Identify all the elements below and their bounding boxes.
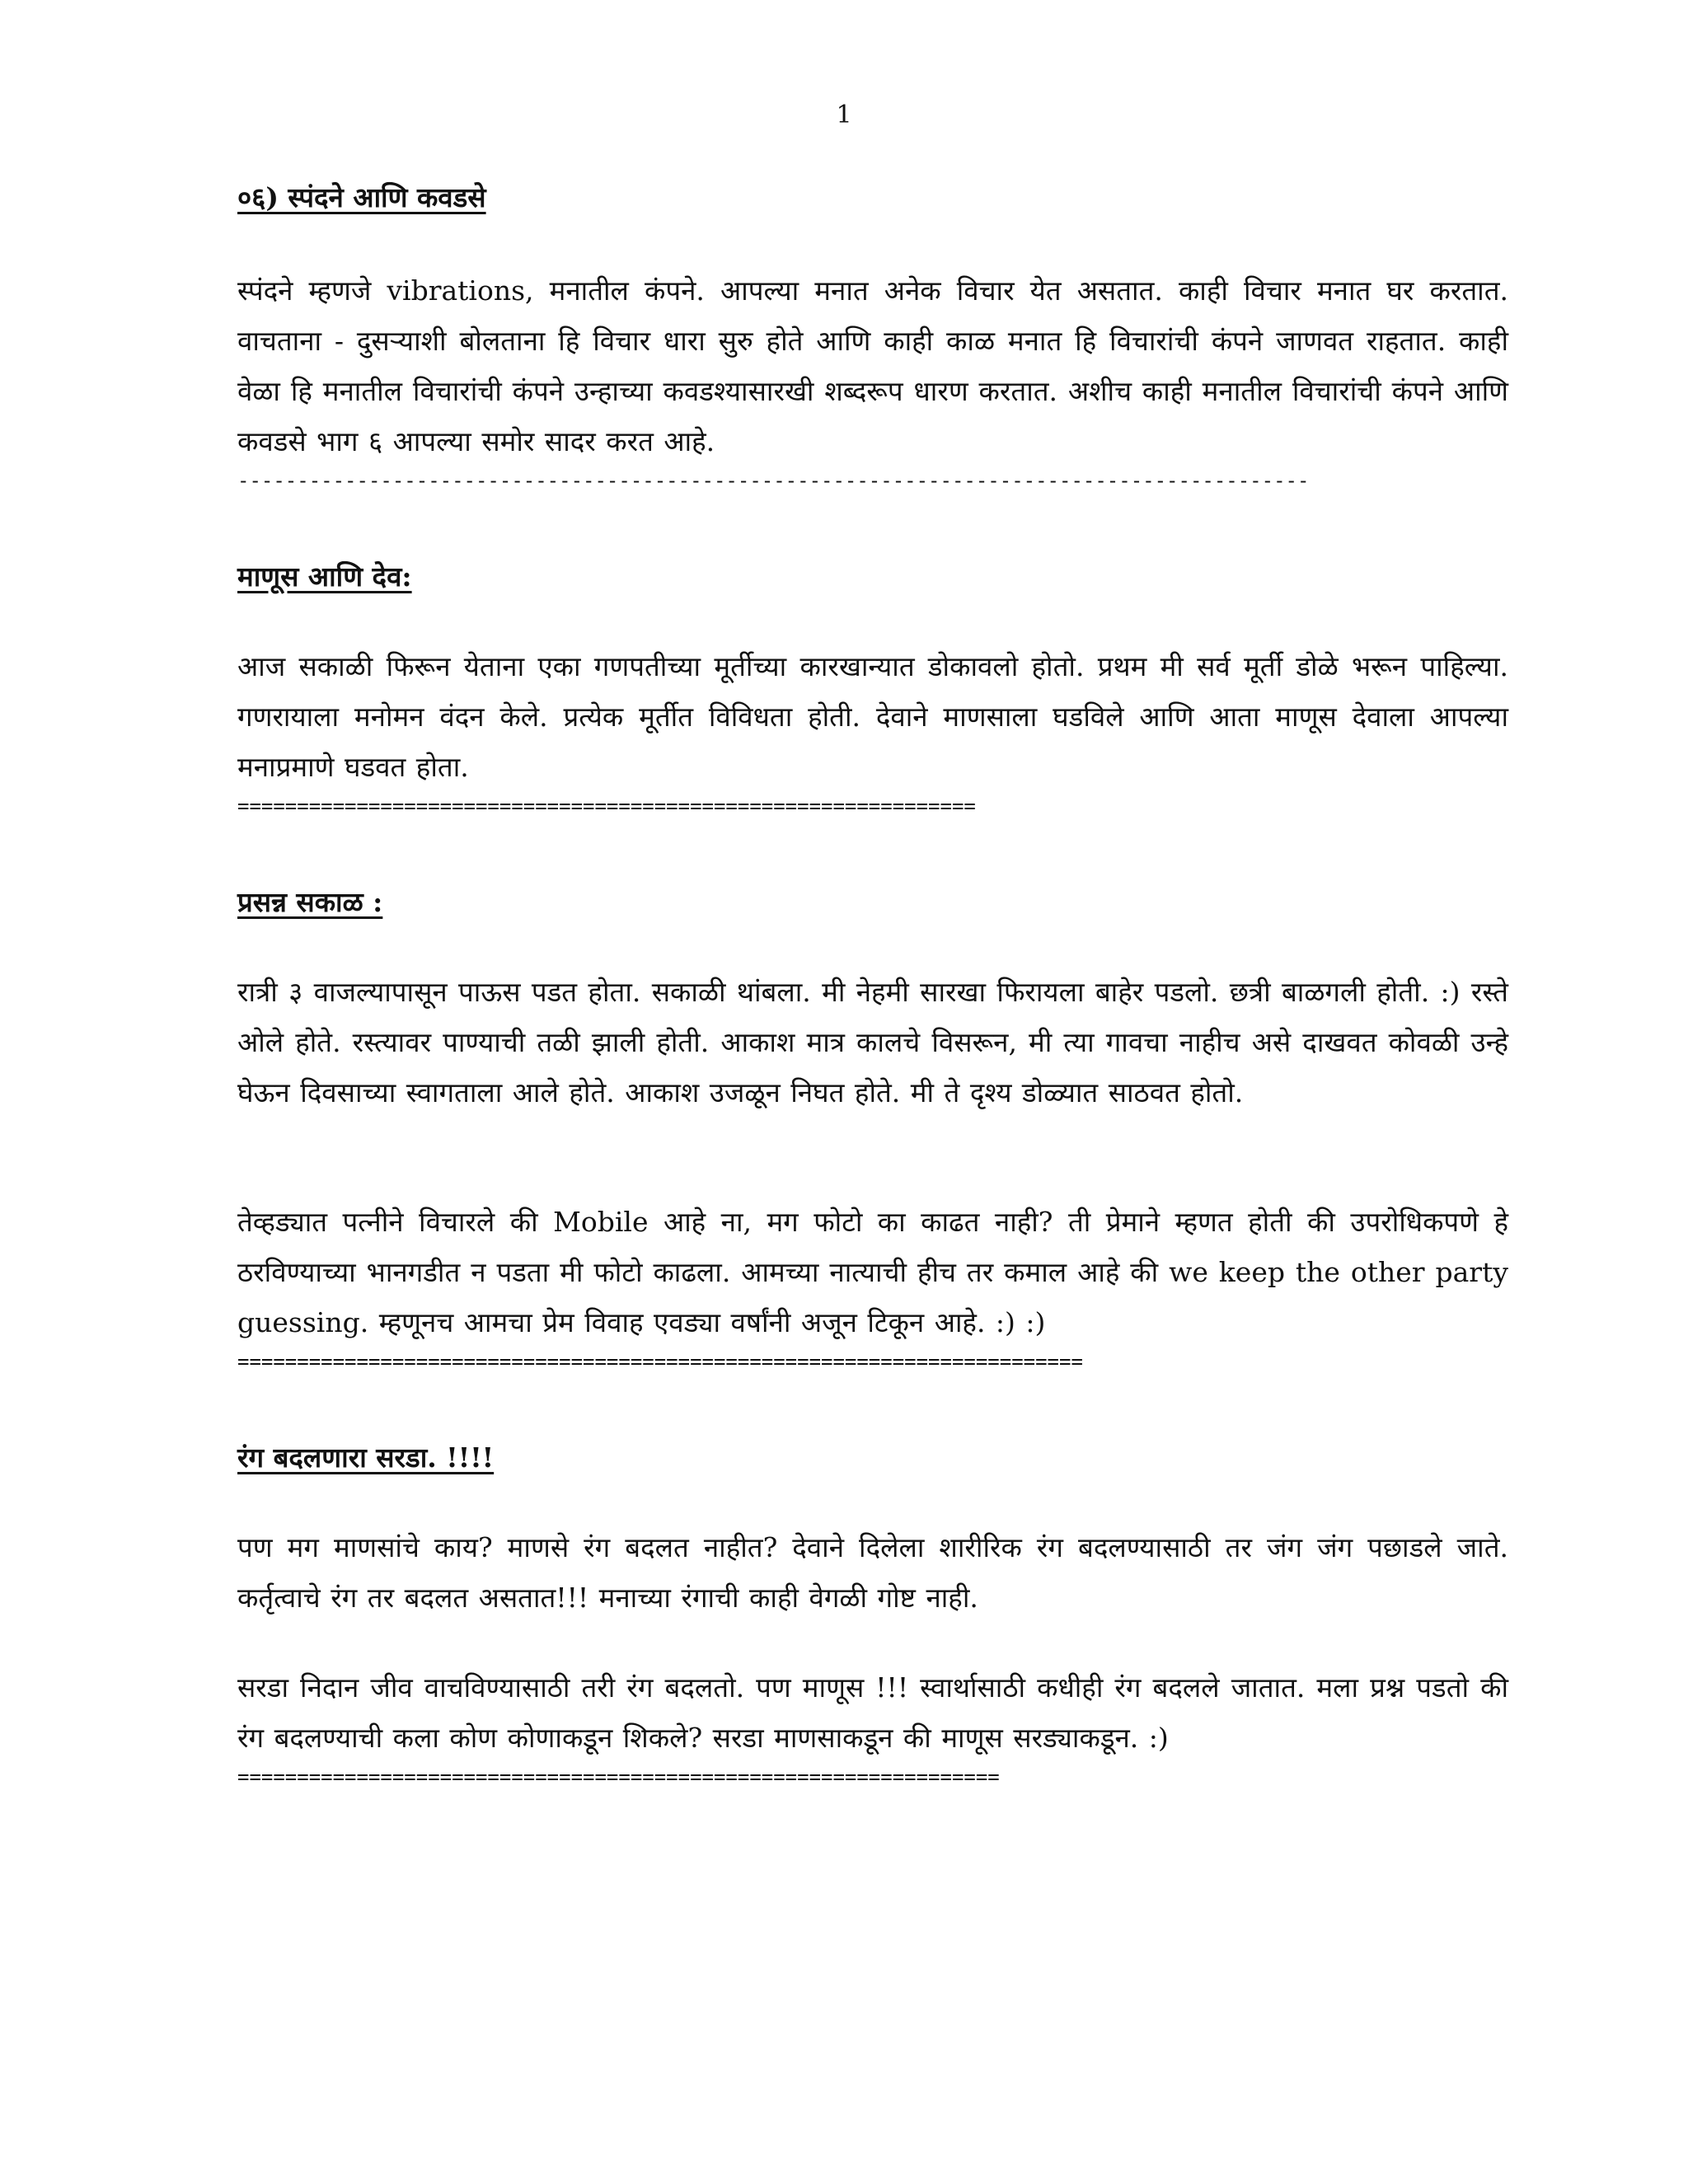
separator-equals: ================================================================ — [237, 1765, 1000, 1788]
separator-dashes: ------------------------------------------------------------------------------------------ — [237, 469, 1310, 492]
section-heading-manus-ani-dev: माणूस आणि देव: — [237, 560, 412, 593]
intro-paragraph: स्पंदने म्हणजे vibrations, मनातील कंपने. आपल्या मनात अनेक विचार येत असतात. काही विचार मनात घर करतात. वाचताना - दुसऱ्याशी बोलताना हि विचार धारा सुरु होते आणि काही काळ मनात हि विचारांची कंपने जाणवत राहतात. काही वेळा हि मनातील विचारांची कंपने उन्हाच्या कवडश्यासारखी शब्दरूप धारण करतात. अशीच काही मनातील विचारांची कंपने आणि कवडसे भाग ६ आपल्या समोर सादर करत आहे. — [237, 274, 1508, 457]
section-paragraph: सरडा निदान जीव वाचविण्यासाठी तरी रंग बदलतो. पण माणूस !!! स्वार्थासाठी कधीही रंग बदलले जातात. मला प्रश्न पडतो की रंग बदलण्याची कला कोण कोणाकडून शिकले? सरडा माणसाकडून की माणूस सरड्याकडून. :) — [237, 1671, 1508, 1754]
separator-equals: ============================================================== — [237, 794, 976, 818]
section-heading-rang-badalnara-sarda: रंग बदलणारा सरडा. !!!! — [237, 1441, 495, 1474]
section-paragraph: पण मग माणसांचे काय? माणसे रंग बदलत नाहीत? देवाने दिलेला शारीरिक रंग बदलण्यासाठी तर जंग जंग पछाडले जाते. कर्तृत्वाचे रंग तर बदलत असतात!!! मनाच्या रंगाची काही वेगळी गोष्ट नाही. — [237, 1531, 1508, 1614]
section-paragraph: आज सकाळी फिरून येताना एका गणपतीच्या मूर्तीच्या कारखान्यात डोकावलो होतो. प्रथम मी सर्व मूर्ती डोळे भरून पाहिल्या. गणरायाला मनोमन वंदन केले. प्रत्येक मूर्तीत विविधता होती. देवाने माणसाला घडविले आणि आता माणूस देवाला आपल्या मनाप्रमाणे घडवत होता. — [237, 650, 1508, 783]
section-heading-prasanna-sakal: प्रसन्न सकाळ : — [237, 886, 383, 918]
document-title: ०६) स्पंदने आणि कवडसे — [237, 181, 486, 213]
page-content — [237, 173, 1508, 1791]
separator-equals: ======================================================================= — [237, 1350, 1083, 1373]
section-paragraph: रात्री ३ वाजल्यापासून पाऊस पडत होता. सकाळी थांबला. मी नेहमी सारखा फिरायला बाहेर पडलो. छत्री बाळगली होती. :) रस्ते ओले होते. रस्त्यावर पाण्याची तळी झाली होती. आकाश मात्र कालचे विसरून, मी त्या गावचा नाहीच असे दाखवत कोवळी उन्हे घेऊन दिवसाच्या स्वागताला आले होते. आकाश उजळून निघत होते. मी ते दृश्य डोळ्यात साठवत होतो. — [237, 976, 1508, 1108]
section-paragraph: तेव्हड्यात पत्नीने विचारले की Mobile आहे ना, मग फोटो का काढत नाही? ती प्रेमाने म्हणत होती की उपरोधिकपणे हे ठरविण्याच्या भानगडीत न पडता मी फोटो काढला. आमच्या नात्याची हीच तर कमाल आहे की we keep the other party guessing. म्हणूनच आमचा प्रेम विवाह एवड्या वर्षांनी अजून टिकून आहे. :) :) — [237, 1206, 1508, 1338]
page-number: 1 — [836, 101, 852, 129]
